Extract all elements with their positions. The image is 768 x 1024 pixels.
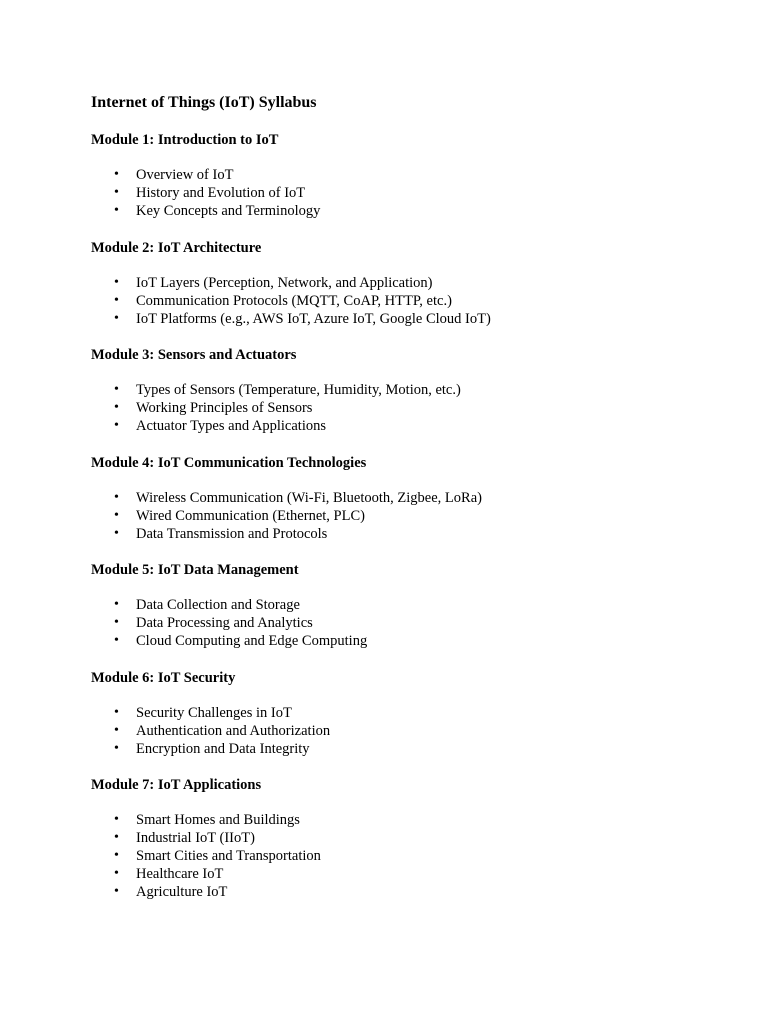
- list-item-text: Types of Sensors (Temperature, Humidity, Motion, etc.): [136, 382, 461, 398]
- list-item-text: Wireless Communication (Wi-Fi, Bluetooth, Zigbee, LoRa): [136, 490, 482, 506]
- bullet-icon: •: [114, 508, 119, 523]
- topic-list: [91, 596, 731, 650]
- list-item: [91, 811, 731, 829]
- list-item: [91, 829, 731, 847]
- list-item-text: Data Processing and Analytics: [136, 615, 313, 631]
- list-item: [91, 614, 731, 632]
- bullet-icon: •: [114, 848, 119, 863]
- module-heading: Module 2: IoT Architecture: [91, 240, 262, 256]
- list-item: [91, 417, 731, 435]
- list-item-text: Overview of IoT: [136, 167, 234, 183]
- list-item-text: Agriculture IoT: [136, 884, 228, 900]
- bullet-icon: •: [114, 167, 119, 182]
- list-item-text: Authentication and Authorization: [136, 723, 331, 739]
- list-item-text: Cloud Computing and Edge Computing: [136, 633, 368, 649]
- module-3: [91, 345, 731, 435]
- module-heading: Module 1: Introduction to IoT: [91, 132, 279, 148]
- bullet-icon: •: [114, 723, 119, 738]
- list-item: [91, 847, 731, 865]
- list-item: [91, 507, 731, 525]
- list-item-text: Actuator Types and Applications: [136, 418, 327, 434]
- bullet-icon: •: [114, 812, 119, 827]
- list-item-text: Wired Communication (Ethernet, PLC): [136, 508, 365, 524]
- bullet-icon: •: [114, 830, 119, 845]
- list-item: [91, 865, 731, 883]
- list-item: [91, 274, 731, 292]
- list-item: [91, 292, 731, 310]
- bullet-icon: •: [114, 400, 119, 415]
- topic-list: [91, 811, 731, 901]
- list-item-text: Encryption and Data Integrity: [136, 741, 310, 757]
- list-item-text: Working Principles of Sensors: [136, 400, 313, 416]
- list-item-text: Key Concepts and Terminology: [136, 203, 321, 219]
- module-heading: Module 5: IoT Data Management: [91, 562, 299, 578]
- list-item: [91, 704, 731, 722]
- list-item: [91, 740, 731, 758]
- bullet-icon: •: [114, 705, 119, 720]
- list-item-text: IoT Layers (Perception, Network, and Application): [136, 275, 433, 291]
- bullet-icon: •: [114, 633, 119, 648]
- list-item: [91, 166, 731, 184]
- module-heading: Module 6: IoT Security: [91, 670, 236, 686]
- list-item: [91, 596, 731, 614]
- list-item: [91, 632, 731, 650]
- list-item: [91, 381, 731, 399]
- bullet-icon: •: [114, 275, 119, 290]
- module-heading: Module 4: IoT Communication Technologies: [91, 455, 367, 471]
- list-item: [91, 883, 731, 901]
- list-item-text: Healthcare IoT: [136, 866, 224, 882]
- bullet-icon: •: [114, 741, 119, 756]
- list-item: [91, 722, 731, 740]
- list-item-text: Security Challenges in IoT: [136, 705, 292, 721]
- list-item-text: Smart Homes and Buildings: [136, 812, 300, 828]
- list-item-text: Data Transmission and Protocols: [136, 526, 328, 542]
- list-item-text: Industrial IoT (IIoT): [136, 830, 255, 846]
- list-item-text: Data Collection and Storage: [136, 597, 300, 613]
- bullet-icon: •: [114, 615, 119, 630]
- list-item: [91, 184, 731, 202]
- bullet-icon: •: [114, 526, 119, 541]
- bullet-icon: •: [114, 185, 119, 200]
- bullet-icon: •: [114, 382, 119, 397]
- bullet-icon: •: [114, 866, 119, 881]
- module-1: [91, 130, 731, 220]
- list-item: [91, 399, 731, 417]
- list-item: [91, 310, 731, 328]
- topic-list: [91, 704, 731, 758]
- module-4: [91, 453, 731, 543]
- list-item-text: Smart Cities and Transportation: [136, 848, 321, 864]
- list-item: [91, 202, 731, 220]
- bullet-icon: •: [114, 490, 119, 505]
- topic-list: [91, 489, 731, 543]
- bullet-icon: •: [114, 597, 119, 612]
- module-2: [91, 238, 731, 328]
- module-heading: Module 3: Sensors and Actuators: [91, 347, 297, 363]
- bullet-icon: •: [114, 203, 119, 218]
- topic-list: [91, 166, 731, 220]
- topic-list: [91, 274, 731, 328]
- list-item-text: Communication Protocols (MQTT, CoAP, HTTP, etc.): [136, 293, 452, 309]
- list-item-text: History and Evolution of IoT: [136, 185, 306, 201]
- bullet-icon: •: [114, 293, 119, 308]
- topic-list: [91, 381, 731, 435]
- module-7: [91, 775, 731, 901]
- bullet-icon: •: [114, 311, 119, 326]
- list-item: [91, 489, 731, 507]
- list-item-text: IoT Platforms (e.g., AWS IoT, Azure IoT, Google Cloud IoT): [136, 311, 491, 327]
- module-heading: Module 7: IoT Applications: [91, 777, 262, 793]
- bullet-icon: •: [114, 418, 119, 433]
- document-title: Internet of Things (IoT) Syllabus: [91, 94, 317, 111]
- module-5: [91, 560, 731, 650]
- list-item: [91, 525, 731, 543]
- bullet-icon: •: [114, 884, 119, 899]
- module-6: [91, 668, 731, 758]
